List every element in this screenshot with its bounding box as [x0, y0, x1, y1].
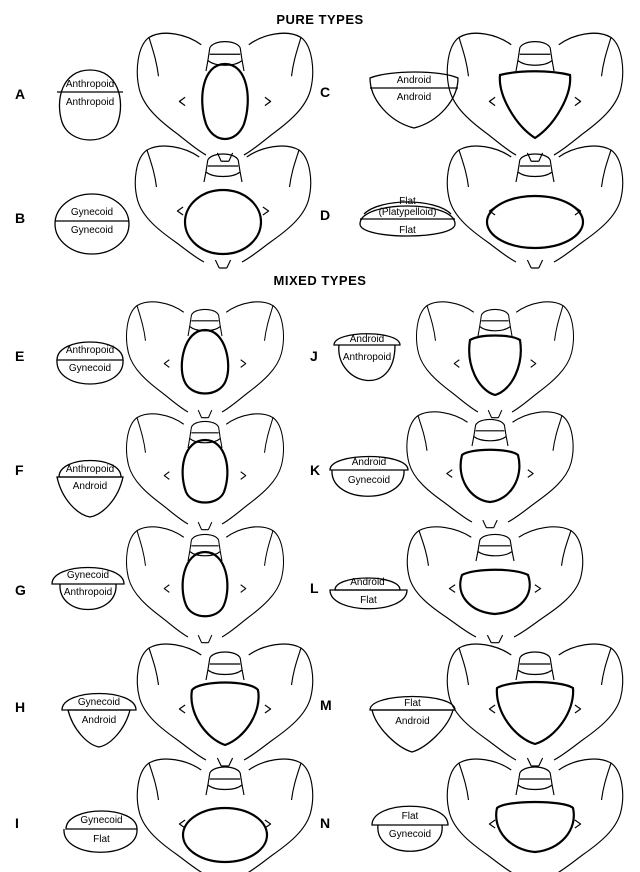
label-h-bottom: Android: [81, 715, 117, 726]
pelvis-a: [137, 33, 312, 161]
inlet-outline-i: [183, 808, 267, 862]
label-k-top: Android: [351, 457, 387, 468]
pelvis-h: [137, 644, 312, 766]
label-k: K: [310, 462, 321, 478]
label-j-top: Android: [349, 334, 385, 345]
label-b-bottom: Gynecoid: [70, 225, 114, 236]
label-h-top: Gynecoid: [77, 697, 121, 708]
pelvis-j: [417, 302, 574, 418]
pelvis-k: [407, 412, 573, 528]
inlet-outline-a: [202, 64, 248, 139]
inlet-outline-n: [496, 802, 574, 852]
label-c-bottom: Android: [396, 92, 432, 103]
inlet-outline-g: [183, 552, 228, 616]
label-j: J: [310, 348, 318, 364]
label-i-top: Gynecoid: [80, 815, 123, 826]
inlet-outline-b: [185, 190, 261, 254]
label-f-top: Anthropoid: [65, 464, 115, 475]
pelvis-i: [137, 759, 312, 872]
pelvis-b: [135, 146, 310, 268]
label-c-top: Android: [396, 75, 432, 86]
pelvis-d: [447, 146, 622, 268]
inlet-outline-e: [182, 330, 228, 394]
label-n-bottom: Gynecoid: [388, 829, 432, 840]
label-f: F: [15, 462, 24, 478]
pelvis-l: [407, 527, 582, 643]
inlet-outline-j: [469, 336, 521, 396]
inlet-outline-d: [487, 196, 583, 248]
label-f-bottom: Android: [72, 481, 108, 492]
label-d-bottom: Flat: [399, 225, 416, 236]
label-l: L: [310, 580, 319, 596]
label-j-bottom: Anthropoid: [342, 352, 392, 363]
label-g: G: [15, 582, 26, 598]
inlet-outline-f: [183, 440, 228, 503]
label-a: A: [15, 86, 26, 102]
label-k-bottom: Gynecoid: [347, 475, 391, 486]
pure-types-heading: PURE TYPES: [276, 12, 364, 27]
label-m-bottom: Android: [395, 716, 430, 727]
mixed-types-heading: MIXED TYPES: [273, 273, 367, 288]
label-b-top: Gynecoid: [70, 207, 114, 218]
pelvis-g: [127, 527, 284, 643]
inlet-outline-k: [461, 450, 520, 502]
label-e-bottom: Gynecoid: [68, 363, 112, 374]
label-n: N: [320, 815, 331, 831]
inlet-outline-l: [460, 570, 529, 614]
label-a-bottom: Anthropoid: [65, 97, 115, 108]
label-l-bottom: Flat: [360, 595, 377, 606]
label-d-top-line2: (Platypelloid): [378, 207, 437, 218]
label-c: C: [320, 84, 331, 100]
pelvis-n: [447, 759, 622, 872]
inlet-outline-h: [191, 683, 258, 746]
label-i-bottom: Flat: [93, 834, 110, 845]
label-i: I: [15, 815, 19, 831]
label-m-top: Flat: [404, 698, 421, 709]
label-b: B: [15, 210, 26, 226]
label-g-bottom: Anthropoid: [63, 587, 113, 598]
label-g-top: Gynecoid: [66, 570, 110, 581]
label-d: D: [320, 207, 331, 223]
label-a-top: Anthropoid: [65, 79, 115, 90]
pelvis-e: [127, 302, 284, 418]
inlet-outline-c: [500, 71, 570, 138]
label-l-top: Android: [350, 577, 385, 588]
label-h: H: [15, 699, 26, 715]
label-e-top: Anthropoid: [65, 345, 115, 356]
inlet-outline-m: [497, 682, 573, 744]
label-d-top-line1: Flat: [399, 196, 416, 207]
pelvis-m: [447, 644, 622, 766]
pelvis-c: [447, 33, 622, 161]
label-e: E: [15, 348, 25, 364]
label-m: M: [320, 697, 332, 713]
shape-b: [55, 194, 129, 254]
pelvis-f: [127, 414, 284, 530]
label-n-top: Flat: [401, 811, 419, 822]
